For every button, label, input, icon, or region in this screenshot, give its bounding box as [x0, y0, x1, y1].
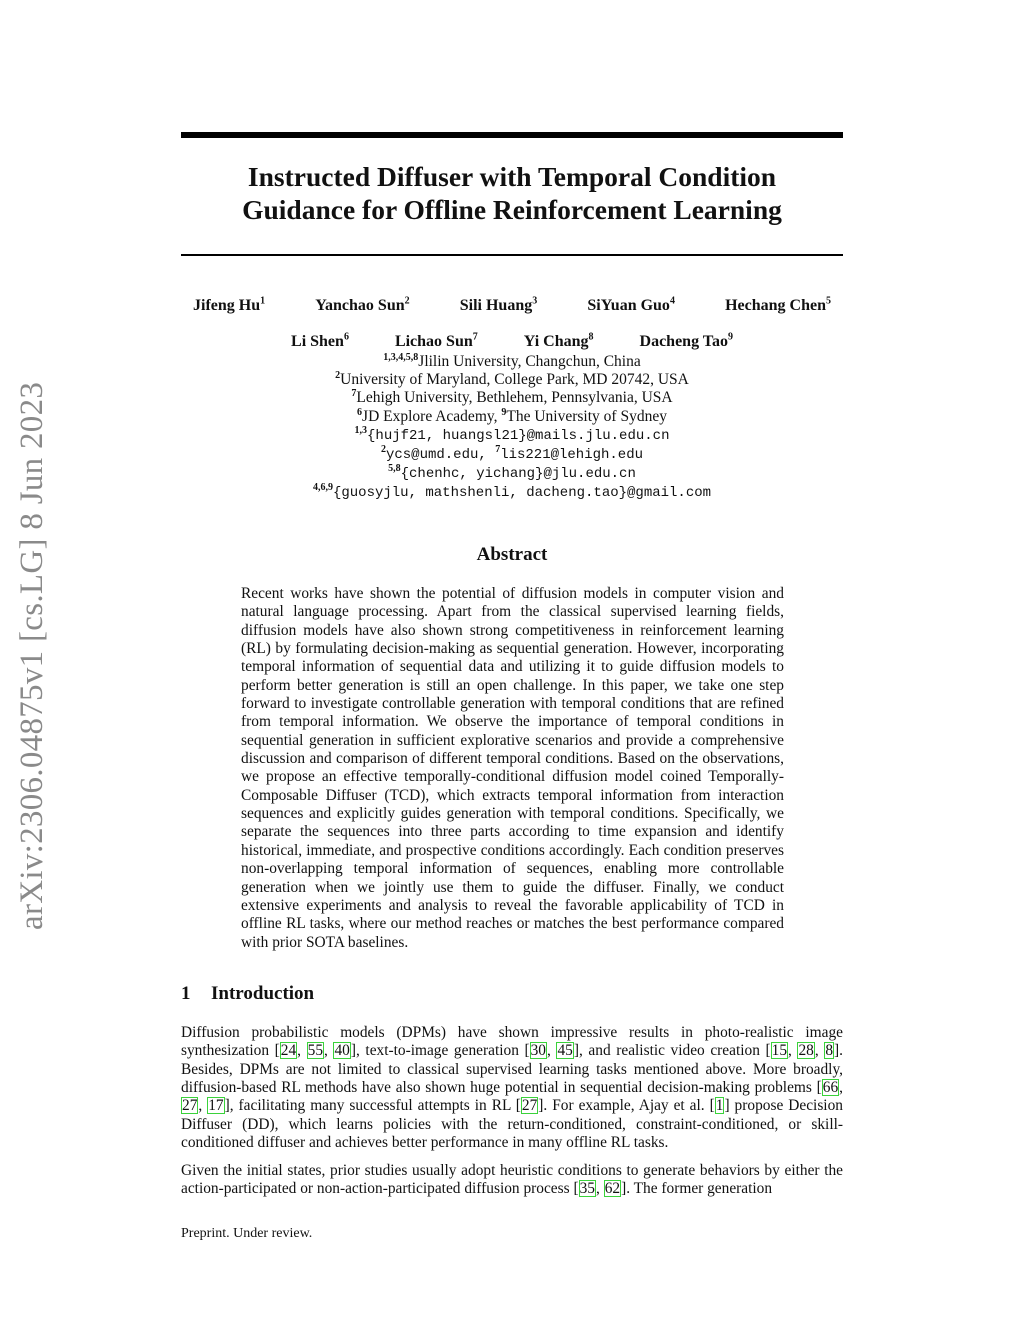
citation-link[interactable]: 35 — [579, 1180, 595, 1198]
affiliation: $^7$Lehigh University, Bethlehem, Pennsylvania, USA — [351, 388, 673, 407]
citation-link[interactable]: 40 — [334, 1042, 350, 1060]
author: Yi Chang$^8$ — [523, 331, 594, 350]
citation-link[interactable]: 27 — [521, 1097, 538, 1115]
citation-link[interactable]: 55 — [307, 1042, 324, 1060]
affiliation: $^{1,3,4,5,8}$Jlilin University, Changchun, China — [383, 351, 641, 370]
author: Dacheng Tao$^9$ — [639, 331, 733, 350]
citation-link[interactable]: 17 — [208, 1097, 224, 1115]
section-heading-introduction: 1 Introduction — [181, 983, 315, 1004]
citation-link[interactable]: 8 — [825, 1042, 834, 1060]
citation-link[interactable]: 28 — [798, 1042, 814, 1060]
email-line: $^{5,8}${chenhc, yichang}@jlu.edu.cn — [388, 463, 636, 483]
author-list-row-2 — [181, 333, 843, 351]
title-line-2: Guidance for Offline Reinforcement Learning — [242, 194, 782, 225]
citation-link[interactable]: 15 — [771, 1042, 788, 1060]
paper-title — [181, 160, 843, 226]
citation-link[interactable]: 27 — [182, 1097, 198, 1115]
author: Jifeng Hu$^1$ — [193, 295, 266, 314]
arxiv-identifier-stamp: arXiv:2306.04875v1 [cs.LG] 8 Jun 2023 — [14, 381, 50, 930]
author: SiYuan Guo$^4$ — [587, 295, 675, 314]
citation-link[interactable]: 30 — [530, 1042, 546, 1060]
title-top-rule — [181, 132, 843, 138]
affiliation: $^2$University of Maryland, College Park, MD 20742, USA — [335, 370, 689, 389]
intro-paragraph-2: Given the initial states, prior studies usually adopt heuristic conditions to generate behaviors by either the action-participated or non-action-participated diffusion process [35, 62]. The former generation — [181, 1162, 843, 1198]
author: Hechang Chen$^5$ — [725, 295, 831, 314]
abstract-body: Recent works have shown the potential of diffusion models in computer vision and natural language processing. Apart from the classical supervised learning fields, diffusion models have also shown strong competitiveness in reinforcement learning (RL) by formulating decision-making as sequential generation. However, incorporating temporal information of sequential data and utilizing it to guide diffusion models to perform better generation is still an open challenge. In this paper, we take one step forward to investigate controllable generation with temporal conditions that are refined from temporal information. We observe the importance of temporal conditions in sequential generation in sufficient explorative scenarios and provide a comprehensive discussion and comparison of different temporal conditions. Based on the observations, we propose an effective temporally-conditional diffusion model coined Temporally-Composable Diffuser (TCD), which extracts temporal information from interaction sequences and explicitly guides generation with temporal conditions. Specifically, we separate the sequences into three parts according to time expansion and identify historical, immediate, and prospective conditions accordingly. Each condition preserves non-overlapping temporal information of sequences, enabling more controllable generation when we jointly use them to guide the diffuser. Finally, we conduct extensive experiments and analysis to reveal the favorable applicability of TCD in offline RL tasks, where our method reaches or matches the best performance compared with prior SOTA baselines. — [241, 585, 784, 951]
affiliations-block — [181, 353, 843, 503]
abstract-heading: Abstract — [476, 544, 548, 565]
citation-link[interactable]: 66 — [822, 1079, 839, 1097]
author-list-row-1 — [181, 297, 843, 315]
citation-link[interactable]: 24 — [280, 1042, 297, 1060]
citation-link[interactable]: 62 — [604, 1180, 621, 1198]
citation-link[interactable]: 45 — [557, 1042, 573, 1060]
citation-link[interactable]: 1 — [715, 1097, 724, 1115]
email-line: $^{4,6,9}${guosyjlu, mathshenli, dacheng.tao}@gmail.com — [312, 482, 712, 502]
email-line: $^{1,3}${hujf21, huangsl21}@mails.jlu.edu.cn — [354, 424, 670, 444]
affiliation: $^6$JD Explore Academy, $^9$The University of Sydney — [357, 406, 667, 425]
title-bottom-rule — [181, 254, 843, 256]
title-line-1: Instructed Diffuser with Temporal Condition — [247, 161, 777, 192]
author: Yanchao Sun$^2$ — [315, 295, 410, 314]
author: Li Shen$^6$ — [291, 331, 349, 350]
preprint-footer: Preprint. Under review. — [181, 1226, 313, 1241]
email-line: $^2$ycs@umd.edu, $^7$lis221@lehigh.edu — [380, 443, 644, 464]
intro-paragraph-1: Diffusion probabilistic models (DPMs) have shown impressive results in photo-realistic image synthesization [24, 55, 40], text-to-image generation [30, 45], and realistic video creation [15, 28, 8]. Besides, DPMs are not limited to classical supervised learning tasks mentioned above. More broadly, diffusion-based RL methods have also shown huge potential in sequential decision-making problems [66, 27, 17], facilitating many successful attempts in RL [27]. For example, Ajay et al. [1] propose Decision Diffuser (DD), which learns policies with the return-conditioned, constraint-conditioned, or skill-conditioned diffuser and achieves better performance in many offline RL tasks. — [181, 1024, 843, 1152]
author: Sili Huang$^3$ — [459, 295, 538, 314]
author: Lichao Sun$^7$ — [394, 331, 478, 350]
